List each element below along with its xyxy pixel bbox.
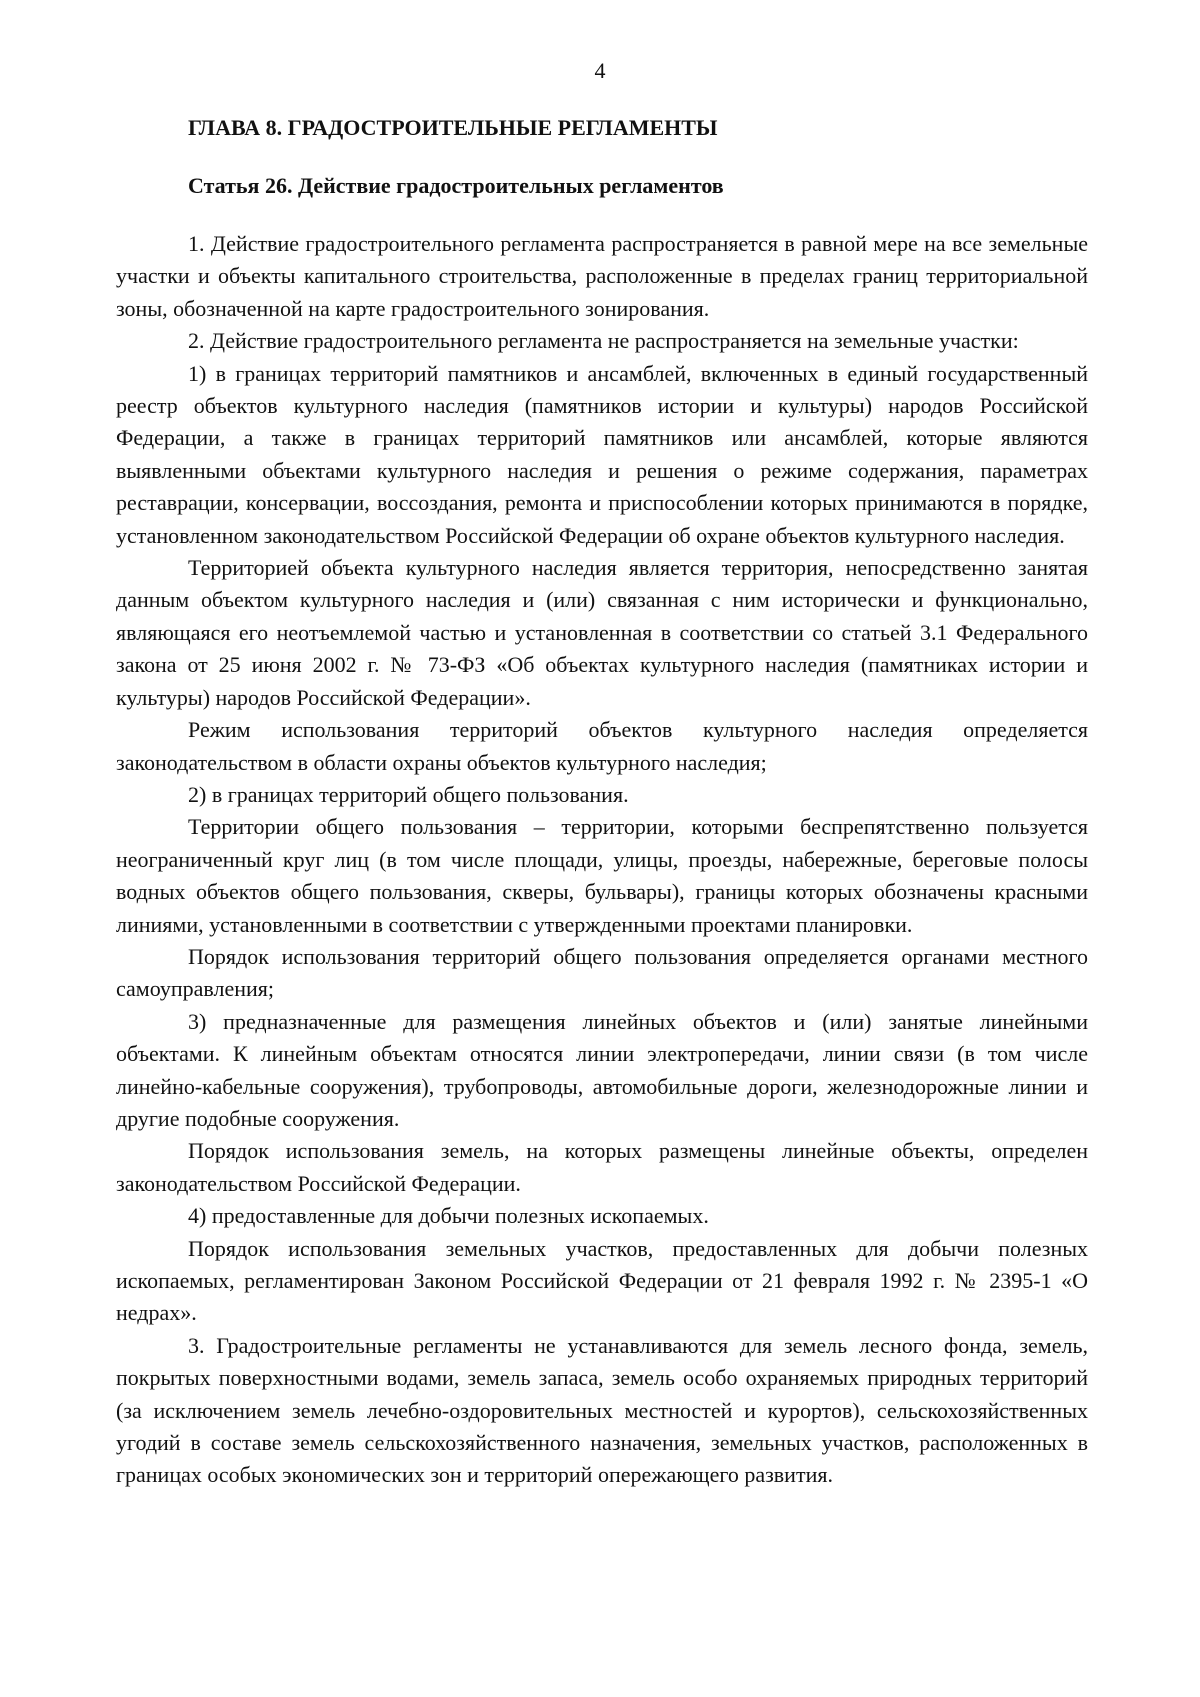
paragraph-2: 2. Действие градостроительного регламента не распространяется на земельные участки: [188,328,1019,354]
paragraph-11: 4) предоставленные для добычи полезных ископаемых. [188,1203,709,1229]
paragraph-3: 1) в границах территорий памятников и ансамблей, включенных в единый государственный реестр объектов культурного наследия (памятников истории и культуры) народов Российской Федерации, а также в границах территорий памятников или ансамблей, которые являются выявленными объектами культурного наследия и решения о режиме содержания, параметрах реставрации, консервации, воссоздания, ремонта и приспособлении которых принимаются в порядке, установленном законодательством Российской Федерации об охране объектов культурного наследия. [116,360,1088,548]
chapter-title: ГЛАВА 8. ГРАДОСТРОИТЕЛЬНЫЕ РЕГЛАМЕНТЫ [188,115,718,140]
paragraph-10: Порядок использования земель, на которых размещены линейные объекты, определен законодательством Российской Федерации. [116,1138,1088,1196]
paragraph-12: Порядок использования земельных участков, предоставленных для добычи полезных ископаемых, регламентирован Законом Российской Федерации от 21 февраля 1992 г. № 2395-1 «О недрах». [116,1235,1088,1326]
paragraph-9: 3) предназначенные для размещения линейных объектов и (или) занятые линейными объектами. К линейным объектам относятся линии электропередачи, линии связи (в том числе линейно-кабельные сооружения), трубопроводы, автомобильные дороги, железнодорожные линии и другие подобные сооружения. [116,1008,1088,1131]
document-body [116,228,1088,1492]
page-number: 4 [594,58,606,83]
paragraph-5: Режим использования территорий объектов культурного наследия определяется законодательством в области охраны объектов культурного наследия; [116,717,1088,775]
paragraph-6: 2) в границах территорий общего пользования. [188,781,629,807]
paragraph-4: Территорией объекта культурного наследия является территория, непосредственно занятая данным объектом культурного наследия и (или) связанная с ним исторически и функционально, являющаяся его неотъемлемой частью и установленная в соответствии со статьей 3.1 Федерального закона от 25 июня 2002 г. № 73-ФЗ «Об объектах культурного наследия (памятниках истории и культуры) народов Российской Федерации». [116,555,1088,710]
paragraph-13: 3. Градостроительные регламенты не устанавливаются для земель лесного фонда, земель, покрытых поверхностными водами, земель запаса, земель особо охраняемых природных территорий (за исключением земель лечебно-оздоровительных местностей и курортов), сельскохозяйственных угодий в составе земель сельскохозяйственного назначения, земельных участков, расположенных в границах особых экономических зон и территорий опережающего развития. [116,1332,1088,1488]
paragraph-1: 1. Действие градостроительного регламента распространяется в равной мере на все земельные участки и объекты капитального строительства, расположенные в пределах границ территориальной зоны, обозначенной на карте градостроительного зонирования. [116,231,1088,321]
article-title: Статья 26. Действие градостроительных регламентов [188,173,724,198]
paragraph-8: Порядок использования территорий общего пользования определяется органами местного самоуправления; [116,943,1088,1002]
paragraph-7: Территории общего пользования – территории, которыми беспрепятственно пользуется неограниченный круг лиц (в том числе площади, улицы, проезды, набережные, береговые полосы водных объектов общего пользования, скверы, бульвары), границы которых обозначены красными линиями, установленными в соответствии с утвержденными проектами планировки. [116,814,1088,937]
